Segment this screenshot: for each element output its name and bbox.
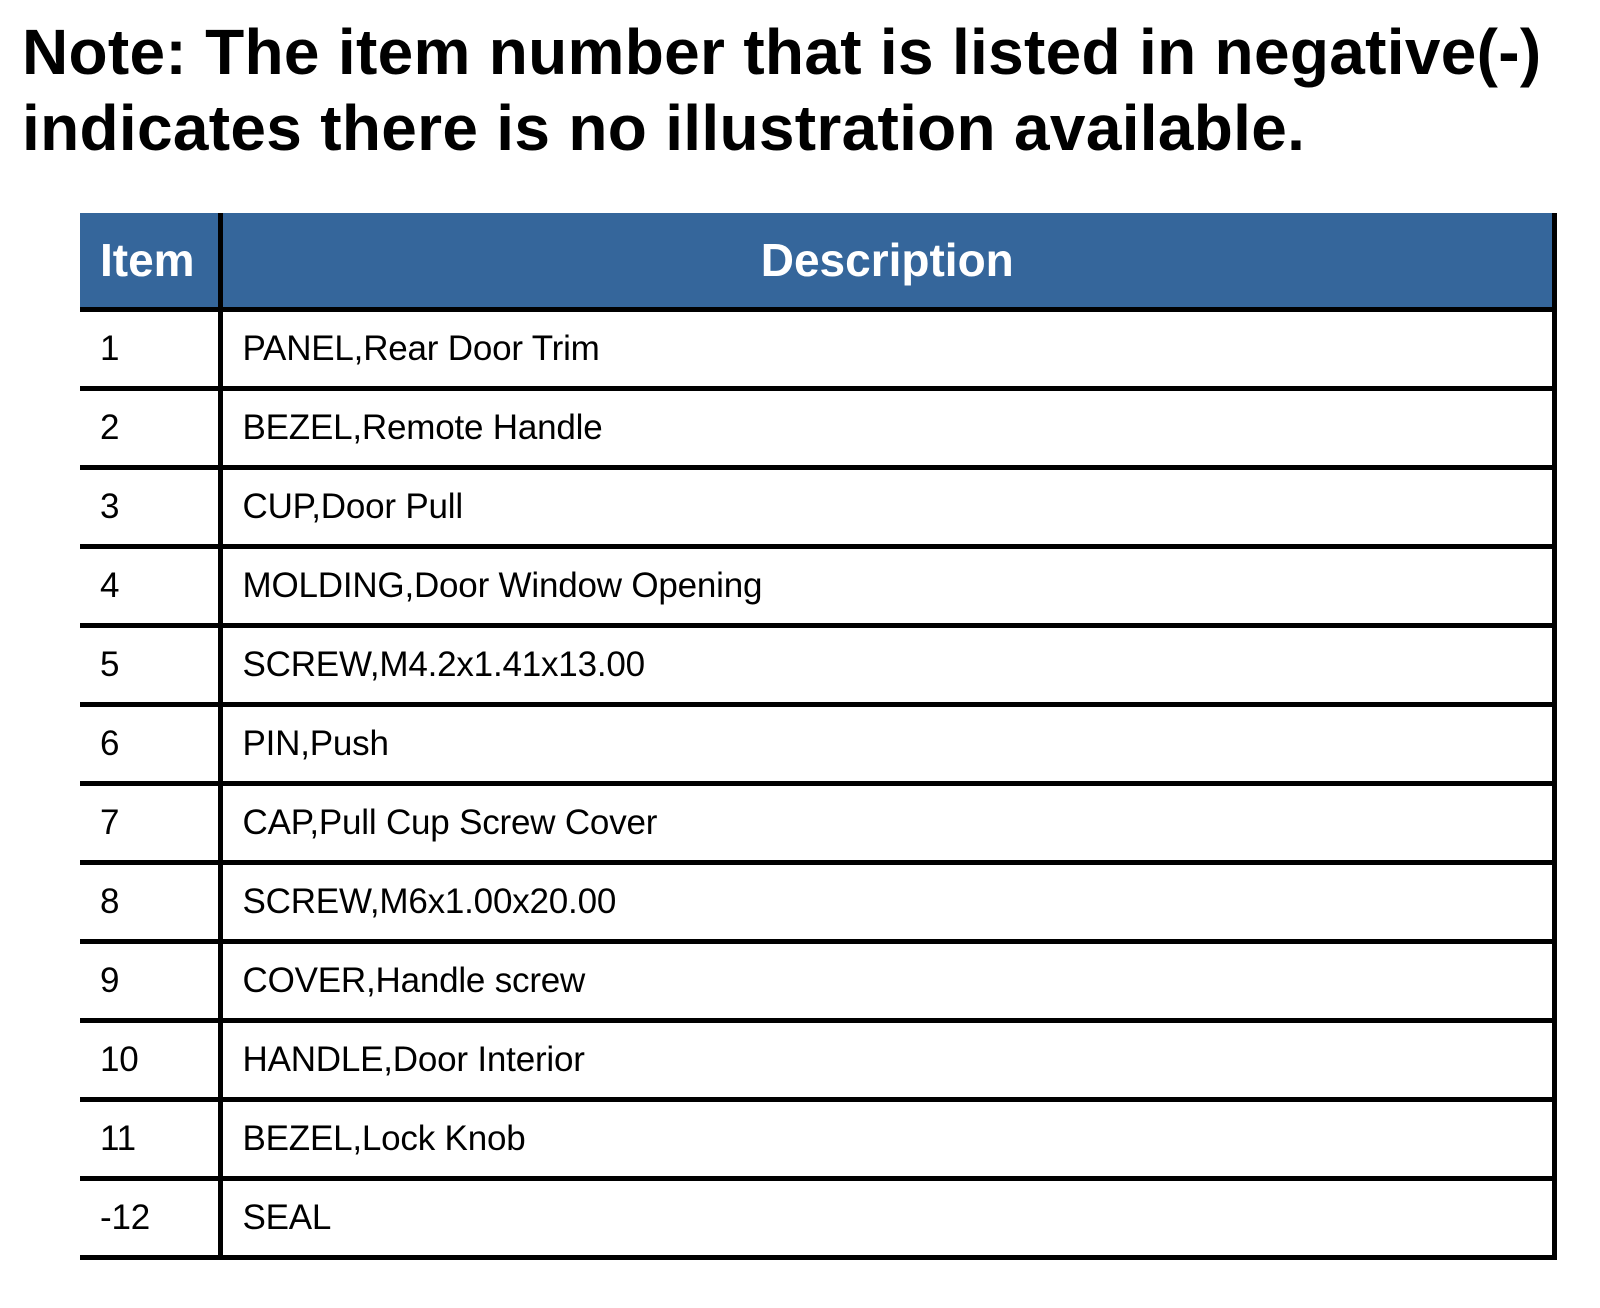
- parts-table: [80, 213, 1557, 1260]
- table-row: [80, 468, 1555, 547]
- table-row: [80, 310, 1555, 389]
- item-number: 8: [80, 863, 220, 942]
- item-number: 1: [80, 310, 220, 389]
- item-number: 11: [80, 1100, 220, 1179]
- item-description: MOLDING,Door Window Opening: [220, 547, 1555, 626]
- item-description: PIN,Push: [220, 705, 1555, 784]
- item-description: BEZEL,Remote Handle: [220, 389, 1555, 468]
- item-number: -12: [80, 1179, 220, 1258]
- item-description: CUP,Door Pull: [220, 468, 1555, 547]
- table-row: [80, 784, 1555, 863]
- item-description: SCREW,M4.2x1.41x13.00: [220, 626, 1555, 705]
- item-description: COVER,Handle screw: [220, 942, 1555, 1021]
- table-body: [80, 310, 1555, 1258]
- item-number: 6: [80, 705, 220, 784]
- column-header-description: Description: [220, 213, 1555, 310]
- table-row: [80, 1021, 1555, 1100]
- note-line-1: Note: The item number that is listed in negative(-): [22, 16, 1542, 88]
- item-description: PANEL,Rear Door Trim: [220, 310, 1555, 389]
- item-number: 10: [80, 1021, 220, 1100]
- table-row: [80, 1179, 1555, 1258]
- item-description: HANDLE,Door Interior: [220, 1021, 1555, 1100]
- item-number: 3: [80, 468, 220, 547]
- header-row: [80, 213, 1555, 310]
- item-number: 5: [80, 626, 220, 705]
- item-description: SEAL: [220, 1179, 1555, 1258]
- table-row: [80, 942, 1555, 1021]
- table-row: [80, 863, 1555, 942]
- table-row: [80, 626, 1555, 705]
- item-number: 4: [80, 547, 220, 626]
- table-row: [80, 1100, 1555, 1179]
- table-row: [80, 705, 1555, 784]
- item-number: 2: [80, 389, 220, 468]
- table-header: [80, 213, 1555, 310]
- note-heading: [22, 14, 1592, 166]
- item-description: SCREW,M6x1.00x20.00: [220, 863, 1555, 942]
- item-description: BEZEL,Lock Knob: [220, 1100, 1555, 1179]
- item-number: 7: [80, 784, 220, 863]
- item-description: CAP,Pull Cup Screw Cover: [220, 784, 1555, 863]
- table-row: [80, 389, 1555, 468]
- table-row: [80, 547, 1555, 626]
- item-number: 9: [80, 942, 220, 1021]
- note-line-2: indicates there is no illustration available.: [22, 92, 1306, 164]
- column-header-item: Item: [80, 213, 220, 310]
